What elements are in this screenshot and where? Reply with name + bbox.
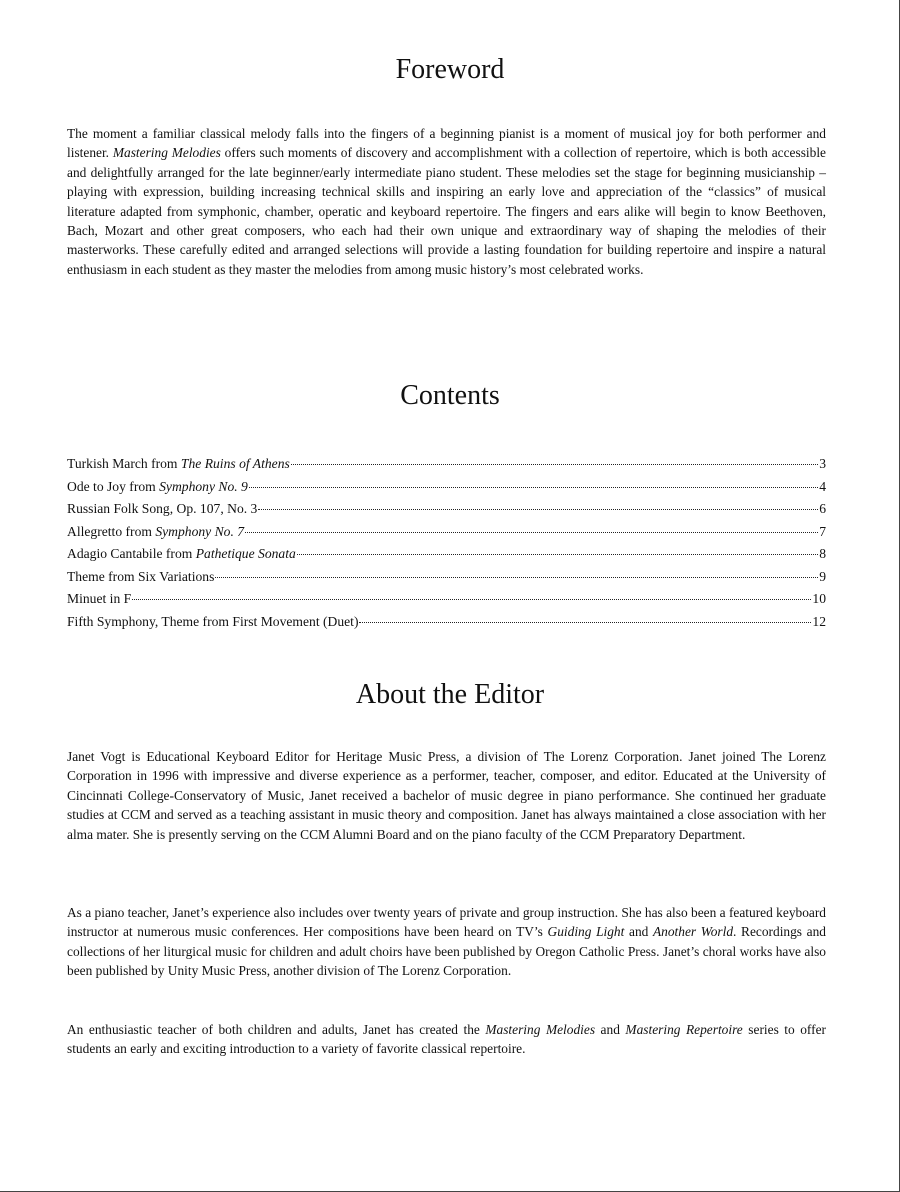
toc-leader-dots xyxy=(215,577,818,578)
toc-entry-title: Allegretto from Symphony No. 7 xyxy=(67,523,245,539)
toc-entry xyxy=(67,476,826,499)
toc-entry xyxy=(67,588,826,611)
foreword-heading: Foreword xyxy=(395,54,505,85)
toc-page-number: 7 xyxy=(819,523,826,539)
contents-list xyxy=(67,453,826,633)
toc-leader-dots xyxy=(359,622,811,623)
about-editor-heading: About the Editor xyxy=(355,679,545,710)
toc-entry-title: Minuet in F xyxy=(67,591,132,606)
series-title: Mastering Repertoire xyxy=(625,1022,743,1037)
toc-entry xyxy=(67,566,826,589)
toc-page-number: 10 xyxy=(812,591,826,606)
toc-page-number: 3 xyxy=(819,456,826,471)
about-editor-paragraph-2: As a piano teacher, Janet’s experience also includes over twenty years of private and group instruction. She has also been a featured keyboard instructor at numerous music conferences. Her compositions have been heard on TV’s Guiding Light and Another World. Recordings and collections of her liturgical music for children and adult choirs have been published by Oregon Catholic Press. Janet’s choral works have also been published by Unity Music Press, another division of The Lorenz Corporation. xyxy=(67,905,826,979)
toc-page-number: 8 xyxy=(819,546,826,561)
toc-leader-dots xyxy=(249,487,818,488)
foreword-text-1: The moment a familiar classical melody falls into the fingers of a beginning pianist is a moment of musical joy for both performer and listener. xyxy=(67,126,826,161)
about-editor-paragraph-3: An enthusiastic teacher of both children and adults, Janet has created the Mastering Melodies and Mastering Repertoire series to offer students an early and exciting introduction to a variety of favorite classical repertoire. xyxy=(67,1022,827,1057)
contents-heading: Contents xyxy=(400,380,500,411)
toc-page-number: 4 xyxy=(819,478,826,494)
foreword-text-2: offers such moments of discovery and accomplishment with a collection of repertoire, which is both accessible and delightfully arranged for the late beginner/early intermediate piano student. These melodies set the stage for beginning musicianship – playing with expression, building increasing technical skills and inspiring an early love and appreciation of the “classics” of musical literature adapted from symphonic, chamber, operatic and keyboard repertoire. The fingers and ears alike will begin to know Beethoven, Bach, Mozart and other great composers, who each had their own unique and extraordinary way of shaping the melodies of their masterworks. These carefully edited and arranged selections will provide a lasting foundation for building repertoire and inspire a natural enthusiasm in each student as they master the melodies from among music history’s most celebrated works. xyxy=(67,145,826,277)
toc-page-number: 6 xyxy=(819,501,826,516)
tv-show-title: Guiding Light xyxy=(547,924,625,940)
toc-entry xyxy=(67,543,826,566)
about-editor-paragraph-1: Janet Vogt is Educational Keyboard Editor for Heritage Music Press, a division of The Lorenz Corporation. Janet joined The Lorenz Corporation in 1996 with impressive and diverse experience as a performer, teacher, composer, and editor. Educated at the University of Cincinnati College-Conservatory of Music, Janet received a bachelor of music degree in piano performance. She continued her graduate studies at CCM and served as a teaching assistant in music theory and composition. Janet has always maintained a close association with her alma mater. She is presently serving on the CCM Alumni Board and on the piano faculty of the CCM Preparatory Department. xyxy=(67,749,826,842)
toc-entry-title: Theme from Six Variations xyxy=(67,568,215,584)
toc-entry-title: Russian Folk Song, Op. 107, No. 3 xyxy=(67,501,258,516)
series-title: Mastering Melodies xyxy=(485,1022,596,1037)
toc-page-number: 9 xyxy=(819,568,826,584)
foreword-paragraph xyxy=(67,124,826,279)
toc-entry-title: Adagio Cantabile from Pathetique Sonata xyxy=(67,546,296,561)
toc-leader-dots xyxy=(245,532,818,533)
toc-entry-title: Turkish March from The Ruins of Athens xyxy=(67,456,290,471)
toc-entry xyxy=(67,611,826,634)
foreword-book-title: Mastering Melodies xyxy=(112,145,221,161)
toc-entry xyxy=(67,521,826,544)
toc-entry xyxy=(67,453,826,476)
toc-leader-dots xyxy=(132,599,811,600)
toc-entry-title: Fifth Symphony, Theme from First Movement (Duet) xyxy=(67,613,359,629)
toc-entry xyxy=(67,498,826,521)
toc-leader-dots xyxy=(258,509,818,510)
toc-entry-title: Ode to Joy from Symphony No. 9 xyxy=(67,478,248,494)
toc-leader-dots xyxy=(297,554,818,555)
toc-leader-dots xyxy=(291,464,818,465)
tv-show-title: Another World xyxy=(652,924,734,940)
toc-page-number: 12 xyxy=(812,613,826,629)
